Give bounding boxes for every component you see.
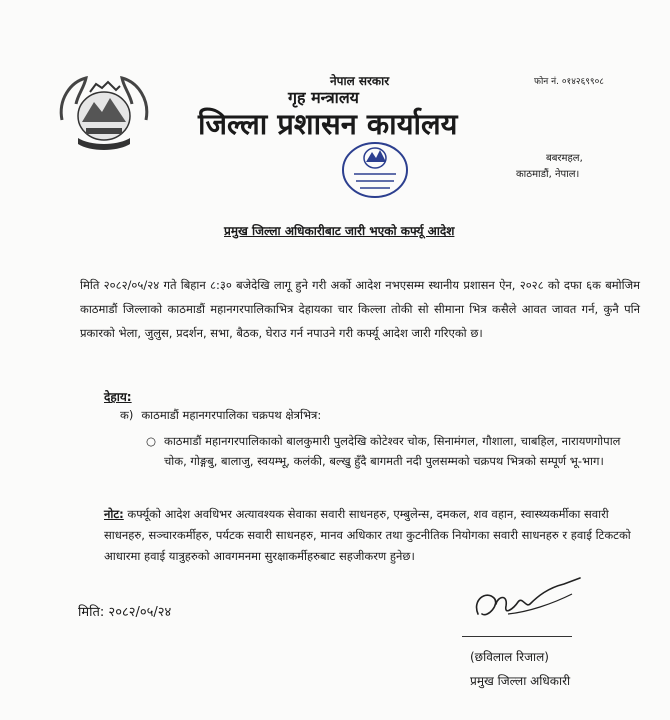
subject-heading: प्रमुख जिल्ला अधिकारीबाट जारी भएको कर्फ्यू आदेश — [224, 224, 455, 238]
schedule-bullet-text: काठमाडौं महानगरपालिकाको बालकुमारी पुलदेखि कोटेश्वर चोक, सिनामंगल, गौशाला, चाबहिल, नारायणगोपाल चोक, गोङ्गबु, बालाजु, स्वयम्भू, कलंकी, बल्खु हुँदै बागमती नदी पुलसम्मको चक्रपथ भित्रको सम्पूर्ण भू-भाग। — [164, 434, 621, 468]
note-label: नोट: — [104, 507, 124, 521]
phone-number: फोन नं. ०१४२६९९०८ — [534, 77, 604, 87]
bullet-circle-icon: ○ — [146, 434, 157, 448]
schedule-heading: देहाय: — [104, 390, 132, 404]
office-title: जिल्ला प्रशासन कार्यालय — [198, 107, 458, 141]
note-paragraph — [104, 504, 644, 567]
signatory-name: (छविलाल रिजाल) — [470, 650, 549, 664]
schedule-bullet — [146, 431, 646, 471]
order-paragraph: मिति २०८२/०५/२४ गते बिहान ८:३० बजेदेखि लागू हुने गरी अर्को आदेश नभएसम्म स्थानीय प्रशासन ऐन, २०२८ को दफा ६क बमोजिम काठमाडौं जिल्लाको काठमाडौं महानगरपालिकाभित्र देहायका चार किल्ला तोकी सो सीमाना भित्र कसैले आवत जावत गर्न, कुनै पनि प्रकारको भेला, जुलुस, प्रदर्शन, सभा, बैठक, घेराउ गर्न नपाउने गरी कर्फ्यू आदेश जारी गरिएको छ। — [80, 278, 640, 340]
ministry-name: गृह मन्त्रालय — [288, 88, 359, 107]
office-seal-icon — [340, 140, 410, 200]
issue-date: मिति: २०८२/०५/२४ — [78, 605, 172, 620]
handwritten-signature-icon — [468, 574, 588, 644]
schedule-item-index: क) — [120, 408, 134, 422]
note-text: कर्फ्यूको आदेश अवधिभर अत्यावश्यक सेवाका सवारी साधनहरु, एम्बुलेन्स, दमकल, शव वहान, स्वास्थ्यकर्मीका सवारी साधनहरु, सञ्चारकर्मीहरु, पर्यटक सवारी साधनहरु, मानव अधिकार तथा कुटनीतिक नियोगका सवारी साधनहरु र हवाई टिकटको आधारमा हवाई यात्रुहरुको आवगमनमा सुरक्षाकर्मीहरुबाट सहजीकरण हुनेछ। — [104, 507, 631, 563]
address-line-2: काठमाडौं, नेपाल। — [516, 169, 580, 180]
address-line-1: बबरमहल, — [546, 153, 583, 164]
signature-line — [462, 636, 572, 637]
schedule-item — [120, 408, 321, 423]
signatory-title: प्रमुख जिल्ला अधिकारी — [470, 674, 571, 688]
schedule-item-label: काठमाडौं महानगरपालिका चक्रपथ क्षेत्रभित्र: — [141, 408, 322, 422]
nepal-emblem-icon — [56, 70, 152, 156]
government-name: नेपाल सरकार — [330, 74, 390, 88]
